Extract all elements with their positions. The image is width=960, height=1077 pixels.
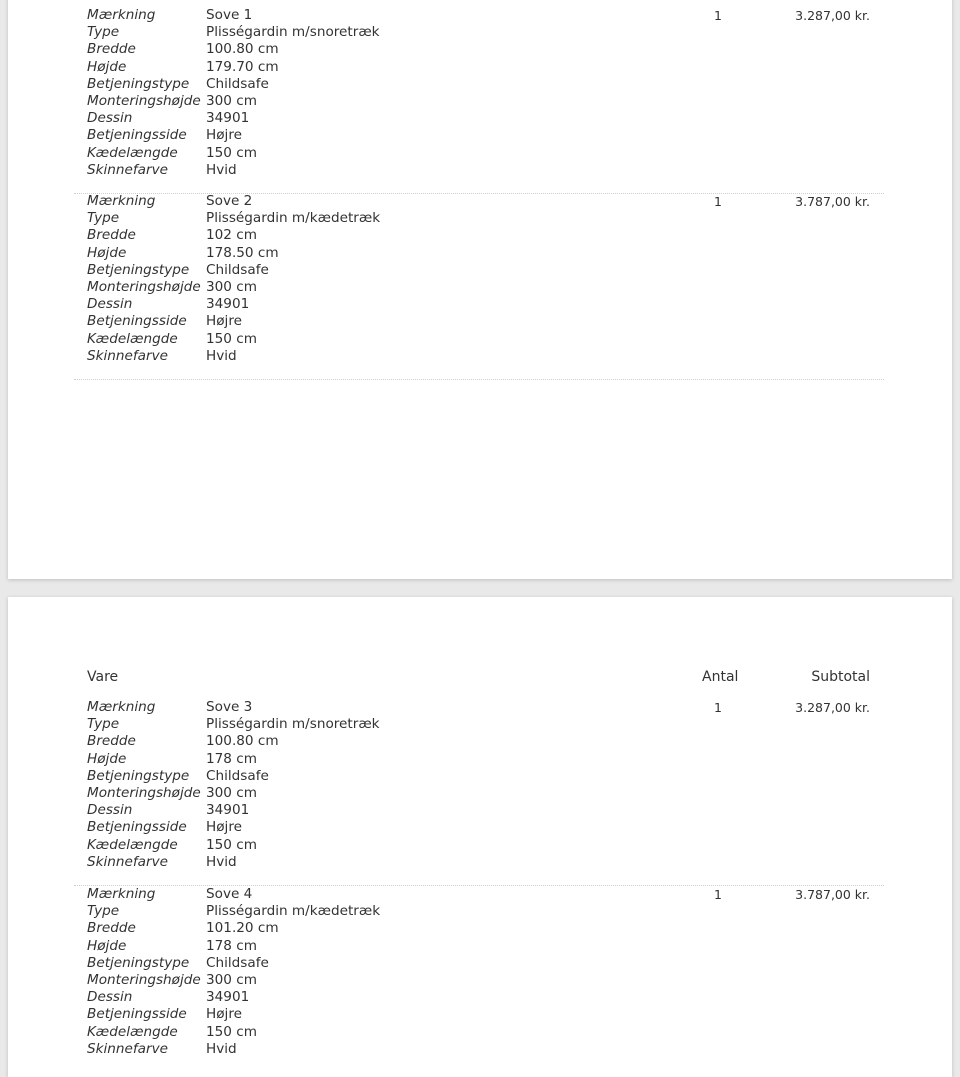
- item-row-betjeningsside: [74, 1006, 884, 1023]
- field-label: Type: [87, 716, 120, 733]
- item-subtotal: 3.787,00 kr.: [795, 887, 870, 902]
- item-row-bredde: [74, 227, 884, 244]
- field-label: Bredde: [87, 41, 136, 58]
- field-label: Type: [87, 210, 120, 227]
- item-row-kaedelaengde: [74, 837, 884, 854]
- item-subtotal: 3.287,00 kr.: [795, 8, 870, 23]
- field-label: Monteringshøjde: [87, 278, 201, 295]
- field-label: Dessin: [87, 110, 133, 127]
- item-row-dessin: [74, 110, 884, 127]
- document-page-2: [8, 597, 952, 1077]
- field-label: Monteringshøjde: [87, 971, 201, 988]
- field-label: Monteringshøjde: [87, 92, 201, 109]
- field-value: 34901: [206, 110, 250, 127]
- field-value: 300 cm: [206, 971, 257, 988]
- item-subtotal: 3.287,00 kr.: [795, 700, 870, 715]
- field-value: 178.50 cm: [206, 244, 279, 261]
- line-item: [74, 7, 884, 194]
- field-label: Type: [87, 24, 120, 41]
- item-subtotal: 3.787,00 kr.: [795, 194, 870, 209]
- field-value: 150 cm: [206, 1023, 257, 1040]
- field-label: Kædelængde: [87, 836, 178, 853]
- field-value: 102 cm: [206, 227, 257, 244]
- field-value: Højre: [206, 819, 242, 836]
- line-item: [74, 193, 884, 380]
- field-label: Bredde: [87, 227, 136, 244]
- field-value: 300 cm: [206, 784, 257, 801]
- field-label: Dessin: [87, 989, 133, 1006]
- item-row-monteringshojde: [74, 785, 884, 802]
- item-row-betjeningsside: [74, 313, 884, 330]
- item-quantity: 1: [714, 700, 722, 715]
- item-quantity: 1: [714, 887, 722, 902]
- field-value: Sove 1: [206, 7, 253, 23]
- field-value: Childsafe: [206, 261, 269, 278]
- item-row-betjeningstype: [74, 955, 884, 972]
- item-row-betjeningstype: [74, 768, 884, 785]
- field-value: 178 cm: [206, 750, 257, 767]
- field-label: Kædelængde: [87, 1023, 178, 1040]
- item-row-dessin: [74, 802, 884, 819]
- item-row-monteringshojde: [74, 279, 884, 296]
- item-row-dessin: [74, 296, 884, 313]
- field-value: 101.20 cm: [206, 920, 279, 937]
- item-row-dessin: [74, 989, 884, 1006]
- item-row-maerkning: [74, 699, 884, 716]
- field-label: Betjeningsside: [87, 127, 187, 144]
- field-value: Plisségardin m/snoretræk: [206, 24, 380, 41]
- item-row-maerkning: [74, 7, 884, 24]
- field-label: Type: [87, 903, 120, 920]
- field-value: Højre: [206, 127, 242, 144]
- field-value: Childsafe: [206, 767, 269, 784]
- field-label: Mærkning: [87, 886, 156, 902]
- field-label: Højde: [87, 244, 127, 261]
- field-value: Childsafe: [206, 75, 269, 92]
- item-row-betjeningsside: [74, 127, 884, 144]
- field-value: 150 cm: [206, 836, 257, 853]
- item-row-betjeningsside: [74, 819, 884, 836]
- field-value: 178 cm: [206, 937, 257, 954]
- item-row-betjeningstype: [74, 76, 884, 93]
- field-value: Hvid: [206, 853, 237, 870]
- item-row-skinnefarve: [74, 854, 884, 871]
- field-label: Monteringshøjde: [87, 784, 201, 801]
- field-label: Bredde: [87, 920, 136, 937]
- item-row-hojde: [74, 59, 884, 76]
- field-value: Højre: [206, 313, 242, 330]
- field-value: Sove 3: [206, 699, 253, 715]
- item-quantity: 1: [714, 8, 722, 23]
- column-header-vare: Vare: [87, 669, 119, 685]
- field-label: Betjeningsside: [87, 313, 187, 330]
- line-item: [74, 886, 884, 1072]
- field-value: 150 cm: [206, 330, 257, 347]
- item-row-maerkning: [74, 193, 884, 210]
- item-quantity: 1: [714, 194, 722, 209]
- field-value: Sove 4: [206, 886, 253, 902]
- field-label: Mærkning: [87, 193, 156, 209]
- field-label: Betjeningstype: [87, 954, 190, 971]
- field-value: 34901: [206, 802, 250, 819]
- item-row-maerkning: [74, 886, 884, 903]
- field-label: Betjeningstype: [87, 75, 190, 92]
- field-value: Sove 2: [206, 193, 253, 209]
- field-value: 300 cm: [206, 278, 257, 295]
- item-row-type: [74, 903, 884, 920]
- item-row-kaedelaengde: [74, 331, 884, 348]
- document-page-1: [8, 0, 952, 579]
- field-label: Højde: [87, 58, 127, 75]
- field-label: Kædelængde: [87, 144, 178, 161]
- field-value: Plisségardin m/snoretræk: [206, 716, 380, 733]
- item-row-type: [74, 24, 884, 41]
- field-value: Plisségardin m/kædetræk: [206, 903, 381, 920]
- field-value: 100.80 cm: [206, 733, 279, 750]
- field-label: Bredde: [87, 733, 136, 750]
- item-row-bredde: [74, 920, 884, 937]
- field-label: Betjeningstype: [87, 767, 190, 784]
- field-value: 150 cm: [206, 144, 257, 161]
- item-row-type: [74, 716, 884, 733]
- field-label: Højde: [87, 750, 127, 767]
- field-value: Plisségardin m/kædetræk: [206, 210, 381, 227]
- line-item: [74, 699, 884, 886]
- item-row-skinnefarve: [74, 162, 884, 179]
- field-value: Højre: [206, 1006, 242, 1023]
- field-value: Childsafe: [206, 954, 269, 971]
- field-value: Hvid: [206, 1040, 237, 1057]
- field-label: Kædelængde: [87, 330, 178, 347]
- field-label: Dessin: [87, 296, 133, 313]
- item-row-bredde: [74, 41, 884, 58]
- field-label: Betjeningstype: [87, 261, 190, 278]
- item-row-type: [74, 210, 884, 227]
- item-row-skinnefarve: [74, 348, 884, 365]
- field-value: 179.70 cm: [206, 58, 279, 75]
- column-header-antal: Antal: [702, 669, 739, 685]
- item-row-betjeningstype: [74, 262, 884, 279]
- item-row-hojde: [74, 245, 884, 262]
- field-label: Skinnefarve: [87, 347, 168, 364]
- field-label: Mærkning: [87, 7, 156, 23]
- field-label: Mærkning: [87, 699, 156, 715]
- field-label: Højde: [87, 937, 127, 954]
- table-header: [74, 667, 884, 687]
- item-row-hojde: [74, 938, 884, 955]
- field-label: Skinnefarve: [87, 1040, 168, 1057]
- field-value: Hvid: [206, 347, 237, 364]
- field-value: 34901: [206, 989, 250, 1006]
- field-value: 300 cm: [206, 92, 257, 109]
- field-label: Skinnefarve: [87, 853, 168, 870]
- item-row-skinnefarve: [74, 1041, 884, 1058]
- field-value: Hvid: [206, 161, 237, 178]
- column-header-subtotal: Subtotal: [811, 669, 870, 685]
- field-label: Betjeningsside: [87, 1006, 187, 1023]
- field-value: 34901: [206, 296, 250, 313]
- field-label: Skinnefarve: [87, 161, 168, 178]
- field-value: 100.80 cm: [206, 41, 279, 58]
- field-label: Betjeningsside: [87, 819, 187, 836]
- item-row-bredde: [74, 733, 884, 750]
- item-row-monteringshojde: [74, 93, 884, 110]
- field-label: Dessin: [87, 802, 133, 819]
- item-row-hojde: [74, 751, 884, 768]
- item-row-kaedelaengde: [74, 145, 884, 162]
- item-row-monteringshojde: [74, 972, 884, 989]
- item-row-kaedelaengde: [74, 1024, 884, 1041]
